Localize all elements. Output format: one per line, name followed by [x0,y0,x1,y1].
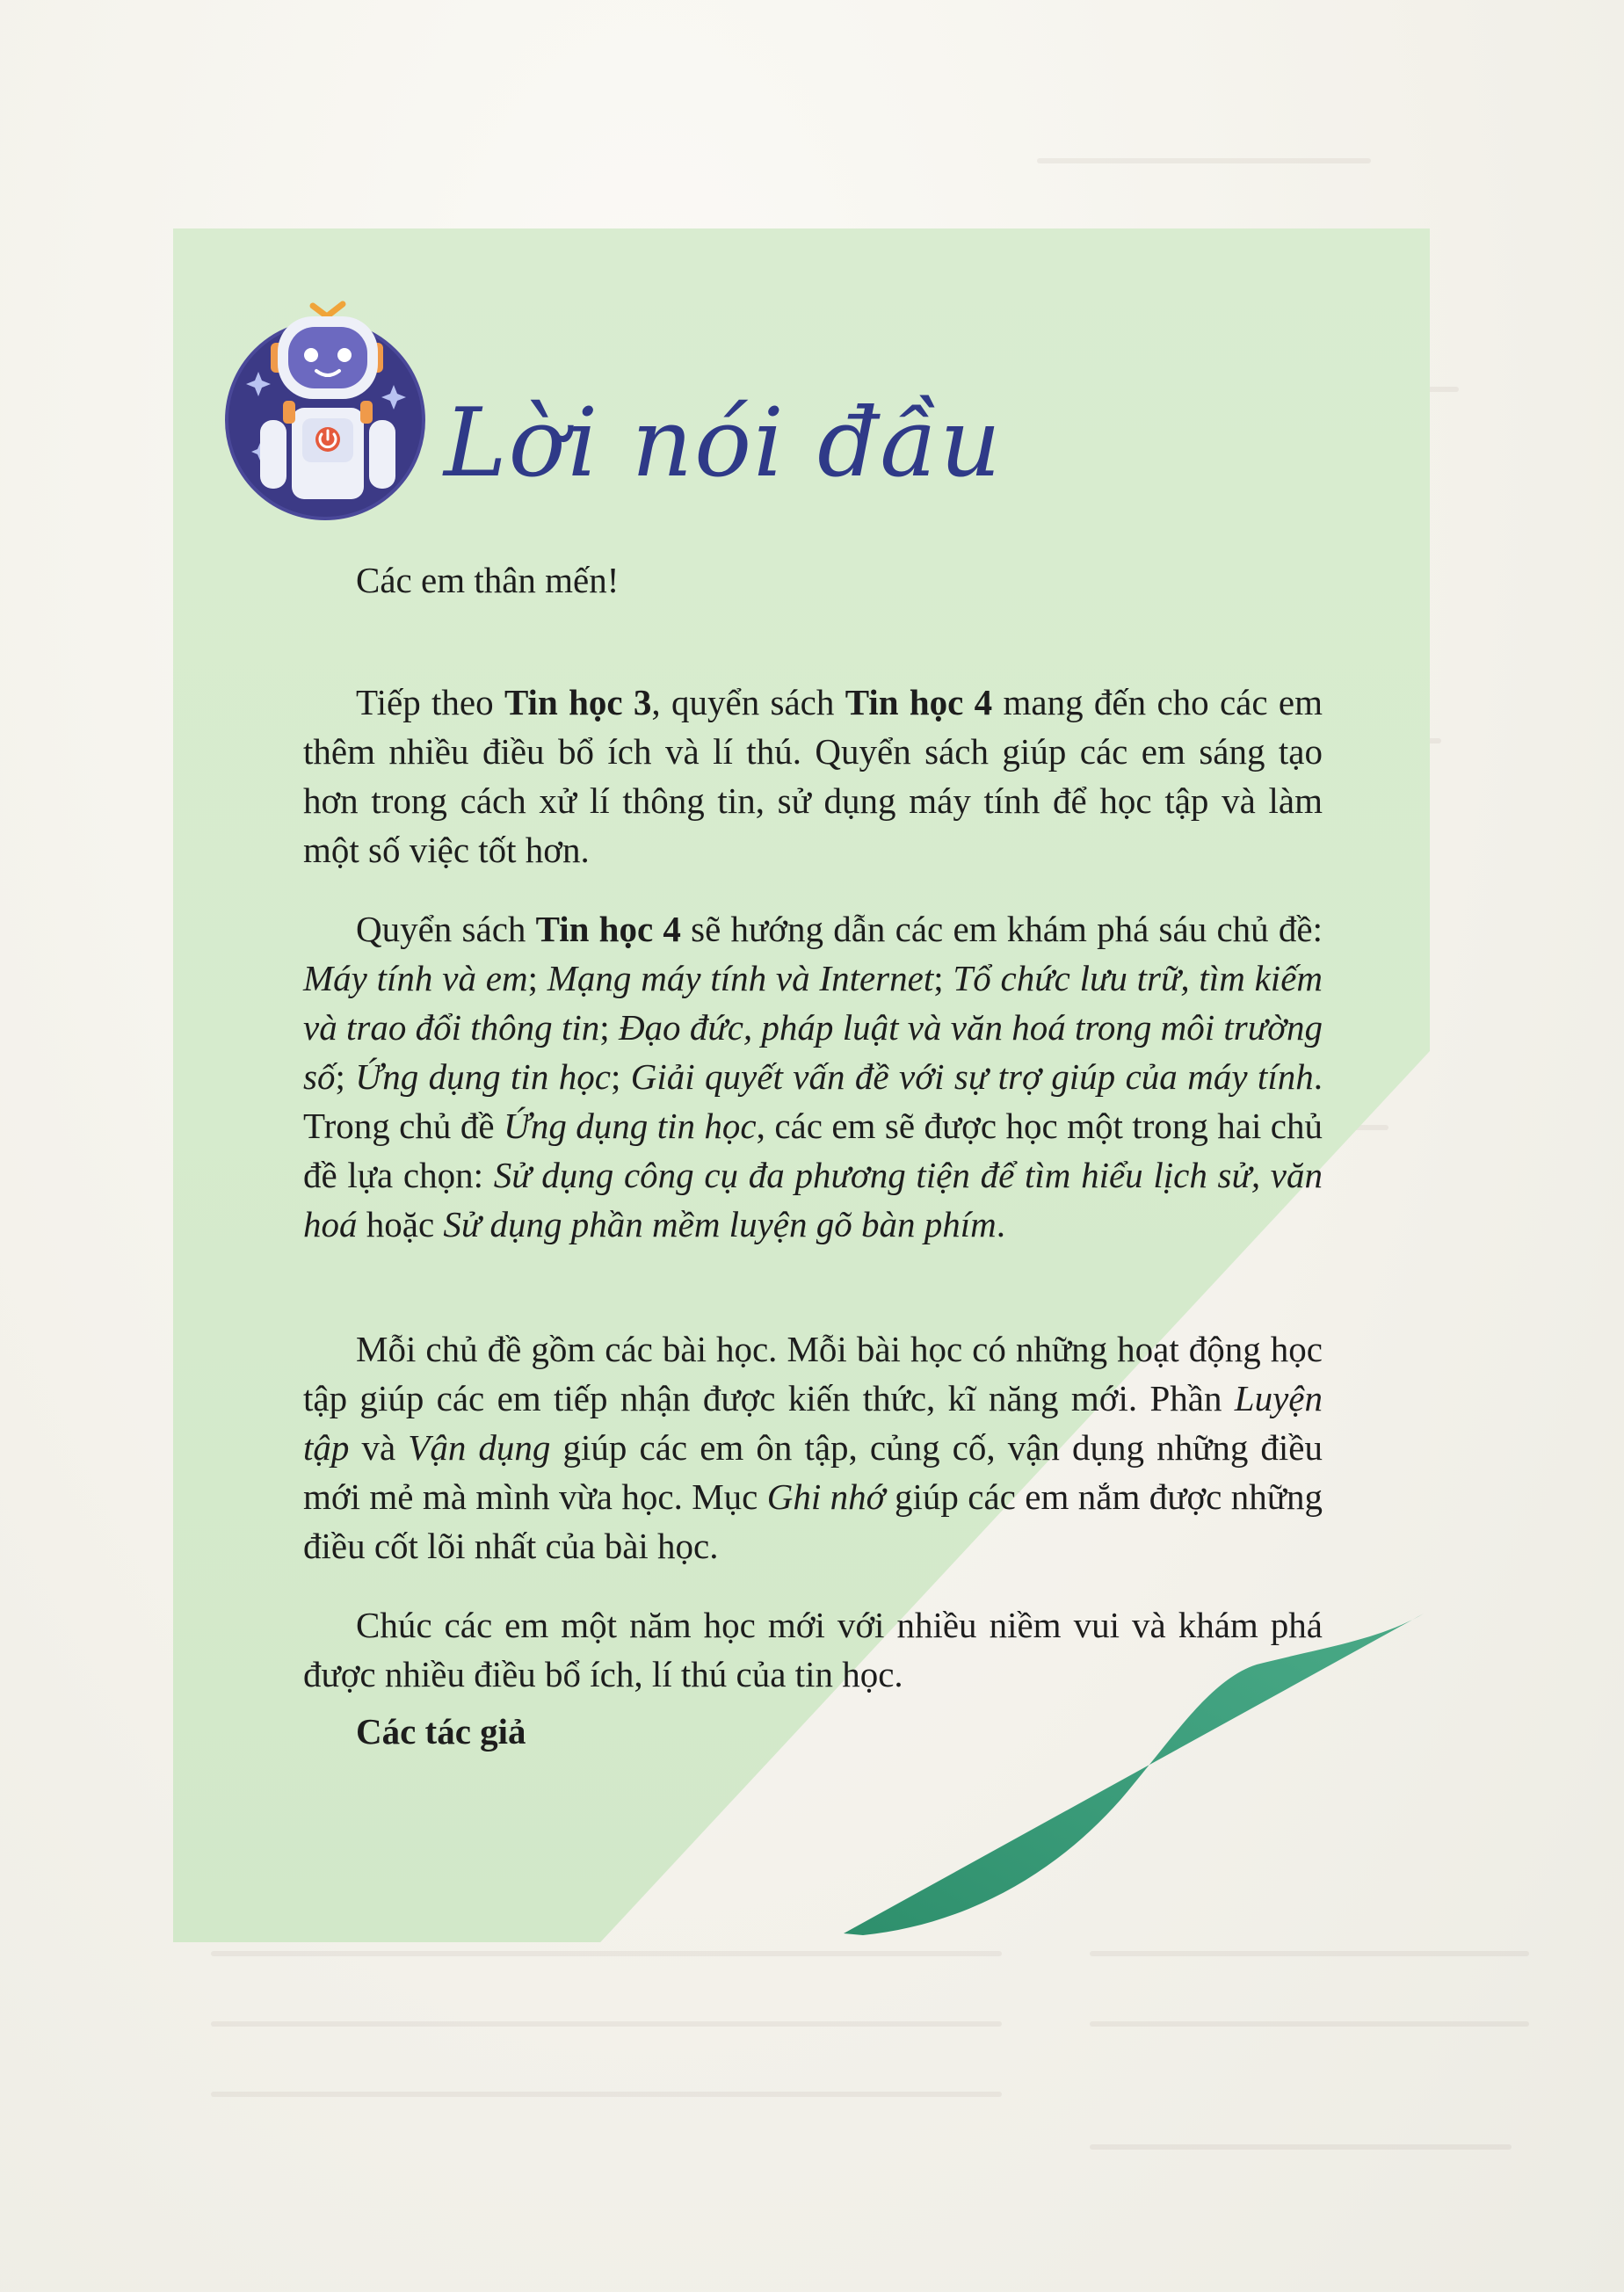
paragraph-3 [303,1324,1323,1570]
text-run: , các em sẽ được học một trong hai chủ đề lựa chọn: [303,1106,1323,1195]
text-run: ; [599,1007,619,1048]
text-run: ; [610,1056,631,1097]
text-run: Ứng dụng tin học [503,1106,757,1146]
text-run: Tin học 4 [845,682,993,722]
text-run: sẽ hướng dẫn các em khám phá sáu chủ đề: [680,909,1323,949]
text-run: mang đến cho các em thêm nhiều điều bổ ích và lí thú. Quyển sách giúp các em sáng tạo hơn trong cách xử lí thông tin, sử dụng máy tính để học tập và làm một số việc tốt hơn. [303,682,1323,870]
text-run: Mạng máy tính và Internet [547,958,934,998]
text-run: Sử dụng công cụ đa phương tiện để tìm hiểu lịch sử, văn hoá [303,1155,1323,1244]
text-run: Đạo đức, pháp luật và văn hoá trong môi trường số [303,1007,1323,1097]
signature: Các tác giả [356,1711,526,1752]
text-run: . [996,1204,1005,1244]
text-run: Quyển sách [356,909,536,949]
text-run: , quyển sách [651,682,845,722]
text-run: ; [933,958,953,998]
text-run: Vận dụng [408,1427,551,1468]
text-run: Máy tính và em [303,958,528,998]
text-run: Sử dụng phần mềm luyện gõ bàn phím [443,1204,997,1244]
text-run: Mỗi chủ đề gồm các bài học. Mỗi bài học có những hoạt động học tập giúp các em tiếp nhận được kiến thức, kĩ năng mới. Phần [303,1329,1323,1418]
text-run: ; [527,958,547,998]
text-run: giúp các em nắm được những điều cốt lõi nhất của bài học. [303,1476,1323,1566]
text-run: Tin học 4 [535,909,681,949]
text-run: Chúc các em một năm học mới với nhiều niềm vui và khám phá được nhiều điều bổ ích, lí thú của tin học. [303,1605,1323,1694]
paragraph-4 [303,1600,1323,1699]
text-run: Ứng dụng tin học [355,1056,611,1097]
paragraph-2 [303,904,1323,1249]
text-run: giúp các em ôn tập, củng cố, vận dụng những điều mới mẻ mà mình vừa học. Mục [303,1427,1323,1517]
text-run: Giải quyết vấn đề với sự trợ giúp của máy tính [630,1056,1314,1097]
robot-mascot-icon [221,297,441,526]
paragraph-1 [303,678,1323,874]
text-run: hoặc [357,1204,444,1244]
greeting: Các em thân mến! [356,560,620,600]
text-run: Tiếp theo [356,682,504,722]
text-run: ; [335,1056,356,1097]
text-run: Tin học 3 [504,682,652,722]
text-run: . Trong chủ đề [303,1056,1323,1146]
text-run: và [349,1427,409,1468]
page-title: Lời nói đầu [444,388,1003,498]
text-run: Luyện tập [303,1378,1323,1468]
text-run: Ghi nhớ [766,1476,886,1517]
text-run: Tổ chức lưu trữ, tìm kiếm và trao đổi thông tin [303,958,1323,1048]
